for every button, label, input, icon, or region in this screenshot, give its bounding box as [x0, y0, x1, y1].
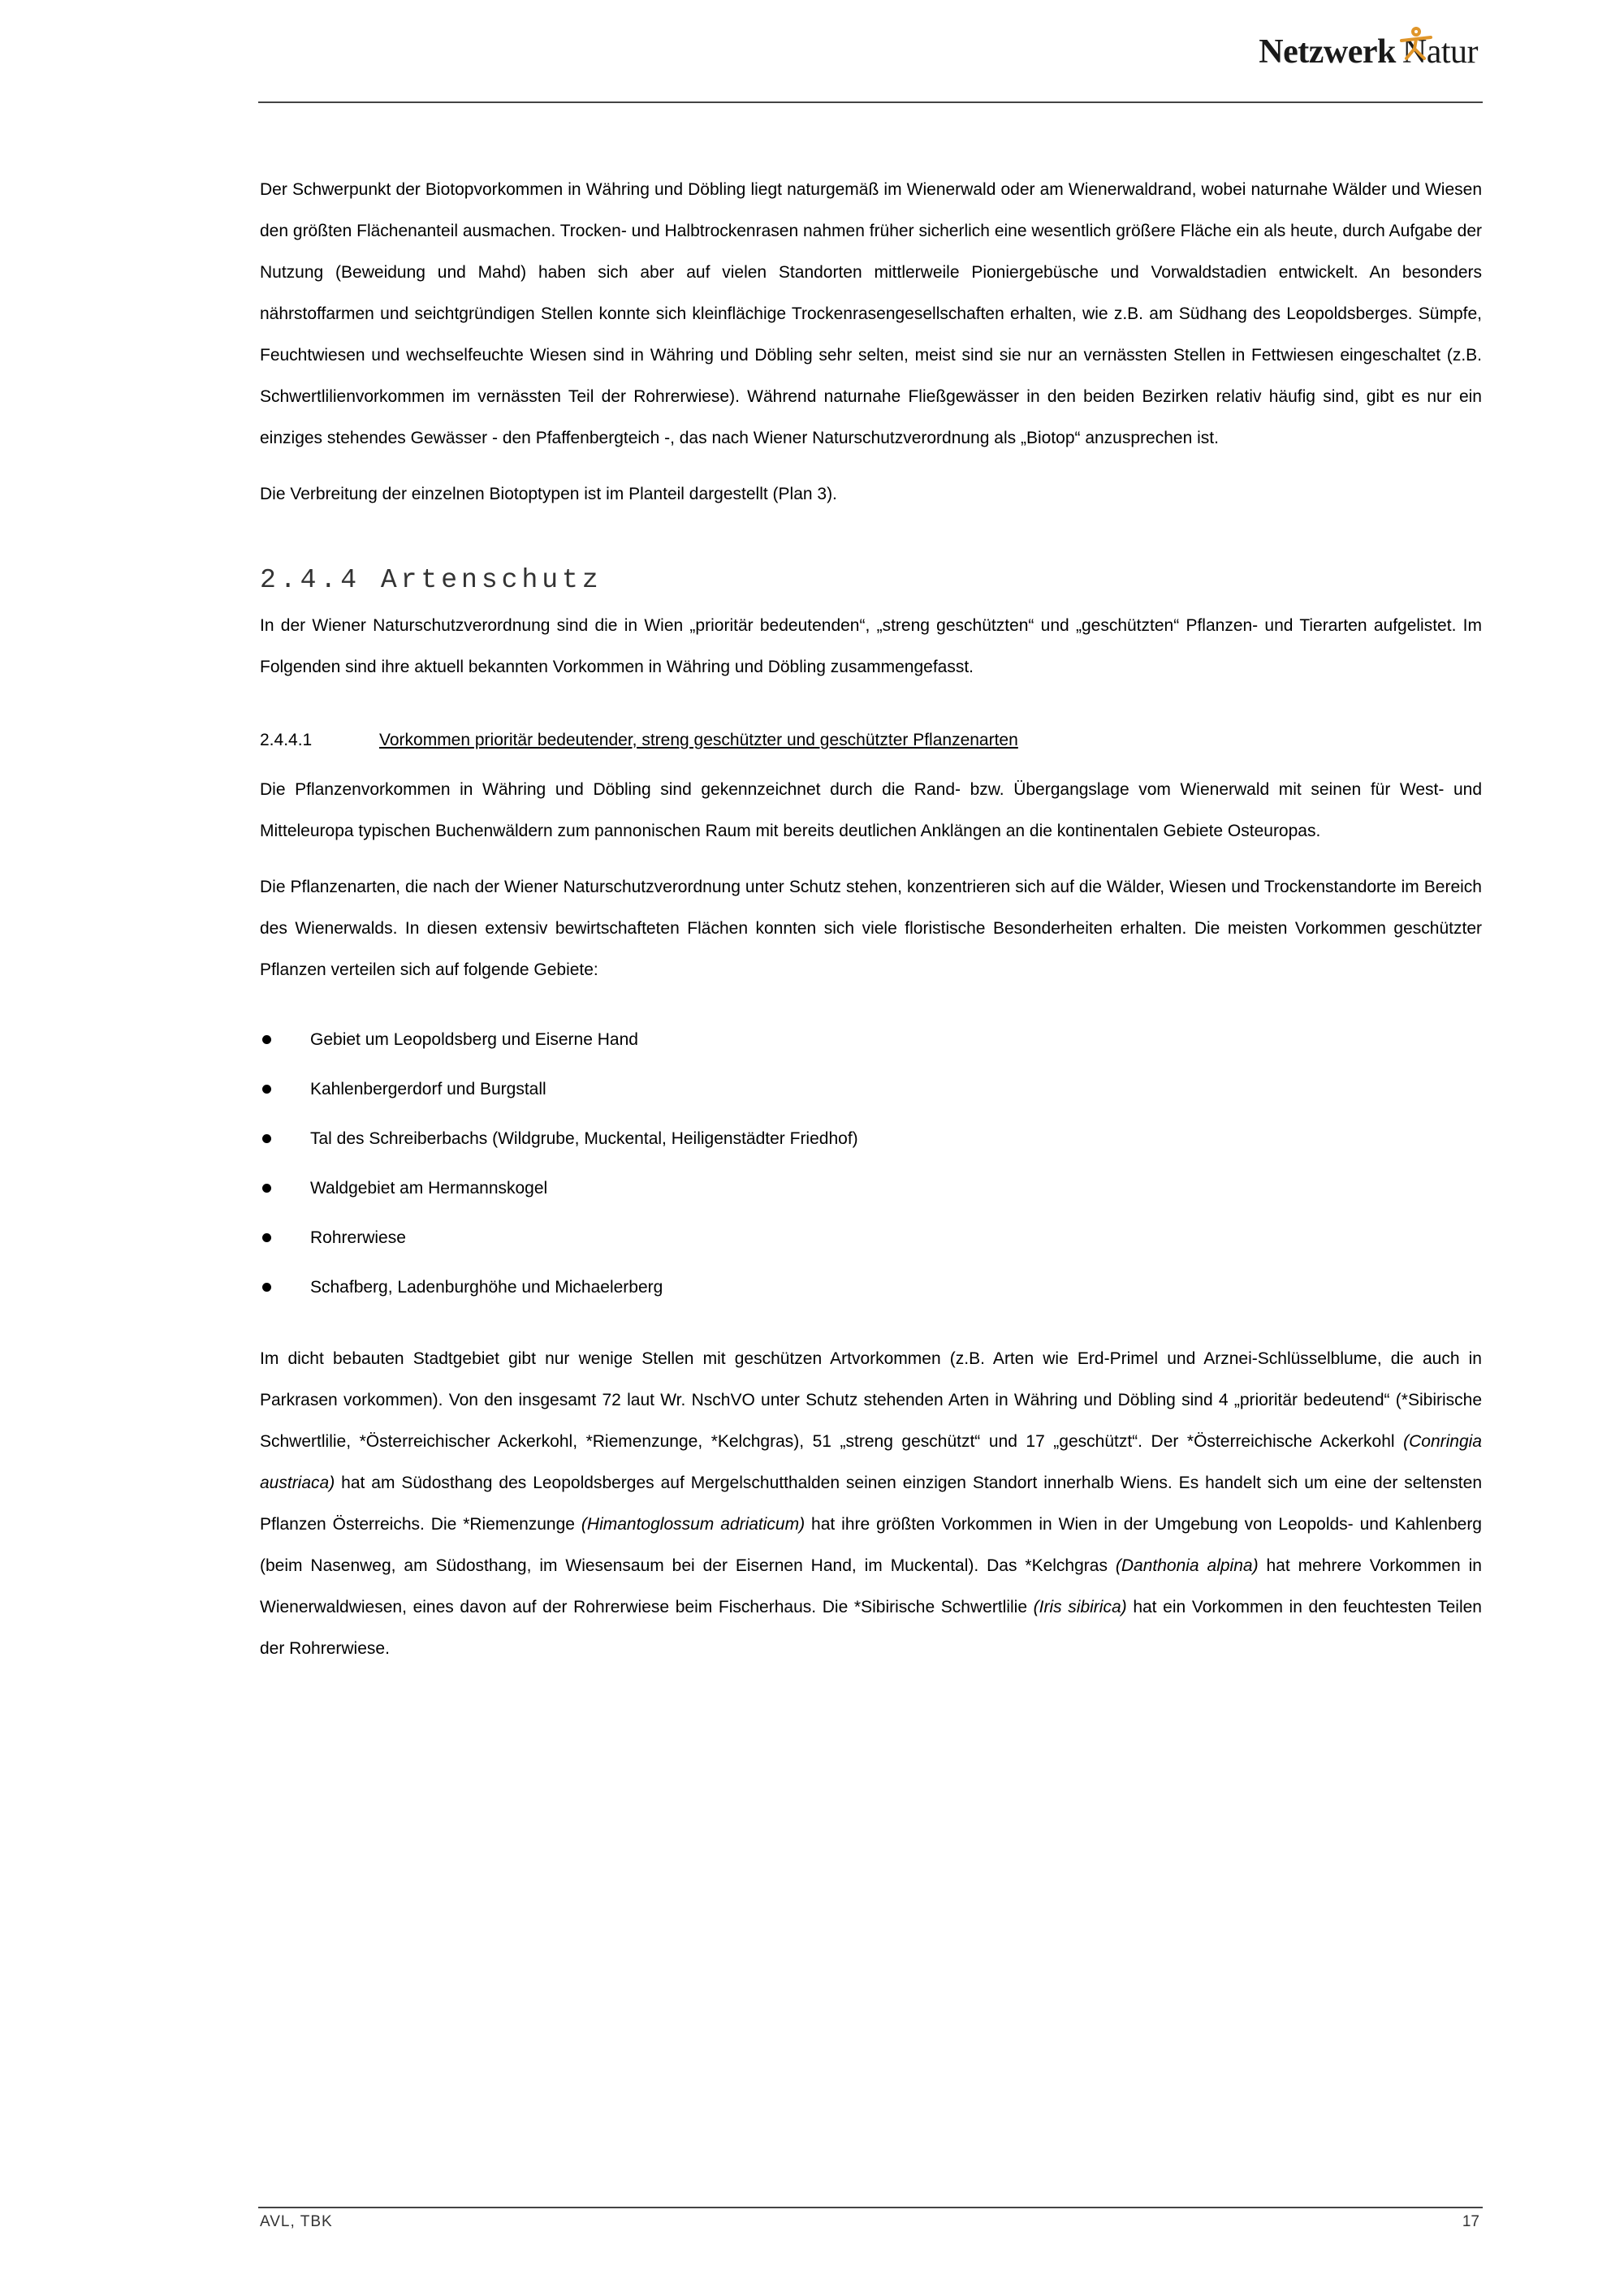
species-name-conringia: (Conringia austriaca)	[260, 1432, 1482, 1492]
area-list	[260, 1015, 1482, 1312]
bullet-icon	[262, 1134, 271, 1143]
bullet-icon	[262, 1233, 271, 1242]
header-rule	[258, 101, 1483, 103]
intro-paragraph-2: Die Verbreitung der einzelnen Biotoptypen ist im Planteil dargestellt (Plan 3).	[260, 485, 837, 503]
netzwerk-natur-logo	[1259, 32, 1478, 71]
footer-authors: AVL, TBK	[260, 2213, 333, 2230]
subsection-paragraph-1: Die Pflanzenvorkommen in Währing und Döbling sind gekennzeichnet durch die Rand- bzw. Übergangslage vom Wienerwald mit seinen für West- und Mitteleuropa typischen Buchenwäldern zum pannonischen Raum mit bereits deutlichen Anklängen an die kontinentalen Gebiete Osteuropas.	[260, 780, 1482, 840]
subsection-paragraph-2: Die Pflanzenarten, die nach der Wiener Naturschutzverordnung unter Schutz stehen, konzentrieren sich auf die Wälder, Wiesen und Trockenstandorte im Bereich des Wienerwalds. In diesen extensiv bewirtschafteten Flächen konnten sich viele floristische Besonderheiten erhalten. Die meisten Vorkommen geschützter Pflanzen verteilen sich auf folgende Gebiete:	[260, 878, 1482, 979]
section-heading: 2.4.4 Artenschutz	[260, 565, 603, 595]
footer-rule	[258, 2207, 1483, 2208]
subsection-heading	[260, 728, 1482, 753]
logo-word-netzwerk: Netzwerk	[1259, 33, 1396, 71]
page-content	[260, 169, 1482, 1669]
species-name-danthonia: (Danthonia alpina)	[1115, 1556, 1259, 1575]
section-paragraph: In der Wiener Naturschutzverordnung sind die in Wien „prioritär bedeutenden“, „streng geschützten“ und „geschützten“ Pflanzen- und Tierarten aufgelistet. Im Folgenden sind ihre aktuell bekannten Vorkommen in Währing und Döbling zusammengefasst.	[260, 616, 1482, 676]
list-item: Rohrerwiese	[260, 1213, 1482, 1262]
subsection-number: 2.4.4.1	[260, 731, 313, 749]
bullet-icon	[262, 1085, 271, 1094]
subsection-title: Vorkommen prioritär bedeutender, streng geschützter und geschützter Pflanzenarten	[379, 731, 1018, 749]
logo-word-natur: Natur	[1402, 33, 1478, 71]
intro-paragraph-1: Der Schwerpunkt der Biotopvorkommen in Währing und Döbling liegt naturgemäß im Wienerwald oder am Wienerwaldrand, wobei naturnahe Wälder und Wiesen den größten Flächenanteil ausmachen. Trocken- und Halbtrockenrasen nahmen früher sicherlich eine wesentlich größere Fläche ein als heute, durch Aufgabe der Nutzung (Beweidung und Mahd) haben sich aber auf vielen Standorten mittlerweile Pioniergebüsche und Vorwaldstadien entwickelt. An besonders nährstoffarmen und seichtgründigen Stellen konnte sich kleinflächige Trockenrasengesellschaften erhalten, wie z.B. am Südhang des Leopoldsberges. Sümpfe, Feuchtwiesen und wechselfeuchte Wiesen sind in Währing und Döbling sehr selten, meist sind sie nur an vernässten Stellen in Fettwiesen eingeschaltet (z.B. Schwertlilienvorkommen im vernässten Teil der Rohrerwiese). Während naturnahe Fließgewässer in den beiden Bezirken relativ häufig sind, gibt es nur ein einziges stehendes Gewässer - den Pfaffenbergteich -, das nach Wiener Naturschutzverordnung als „Biotop“ anzusprechen ist.	[260, 180, 1482, 447]
page-number: 17	[1462, 2213, 1479, 2230]
list-item: Tal des Schreiberbachs (Wildgrube, Muckental, Heiligenstädter Friedhof)	[260, 1114, 1482, 1163]
list-item: Kahlenbergerdorf und Burgstall	[260, 1064, 1482, 1114]
bullet-icon	[262, 1035, 271, 1044]
star-figure-icon	[1398, 26, 1434, 62]
logo-wordmark	[1259, 32, 1478, 71]
bullet-icon	[262, 1283, 271, 1292]
species-name-iris: (Iris sibirica)	[1033, 1598, 1127, 1616]
list-item: Gebiet um Leopoldsberg und Eiserne Hand	[260, 1015, 1482, 1064]
bullet-icon	[262, 1184, 271, 1193]
list-item: Waldgebiet am Hermannskogel	[260, 1163, 1482, 1213]
species-paragraph: Im dicht bebauten Stadtgebiet gibt nur wenige Stellen mit geschützen Artvorkommen (z.B. Arten wie Erd-Primel und Arznei-Schlüsselblume, die auch in Parkrasen vorkommen). Von den insgesamt 72 laut Wr. NschVO unter Schutz stehenden Arten in Währing und Döbling sind 4 „prioritär bedeutend“ (*Sibirische Schwertlilie, *Österreichischer Ackerkohl, *Riemenzunge, *Kelchgras), 51 „streng geschützt“ und 17 „geschützt“. Der *Österreichische Ackerkohl (Conringia austriaca) hat am Südosthang des Leopoldsberges auf Mergelschutthalden seinen einzigen Standort innerhalb Wiens. Es handelt sich um eine der seltensten Pflanzen Österreichs. Die *Riemenzunge (Himantoglossum adriaticum) hat ihre größten Vorkommen in Wien in der Umgebung von Leopolds- und Kahlenberg (beim Nasenweg, am Südosthang, im Wiesensaum bei der Eisernen Hand, im Muckental). Das *Kelchgras (Danthonia alpina) hat mehrere Vorkommen in Wienerwaldwiesen, eines davon auf der Rohrerwiese beim Fischerhaus. Die *Sibirische Schwertlilie (Iris sibirica) hat ein Vorkommen in den feuchtesten Teilen der Rohrerwiese.	[260, 1349, 1482, 1658]
species-name-himantoglossum: (Himantoglossum adriaticum)	[581, 1515, 806, 1534]
list-item: Schafberg, Ladenburghöhe und Michaelerberg	[260, 1262, 1482, 1312]
